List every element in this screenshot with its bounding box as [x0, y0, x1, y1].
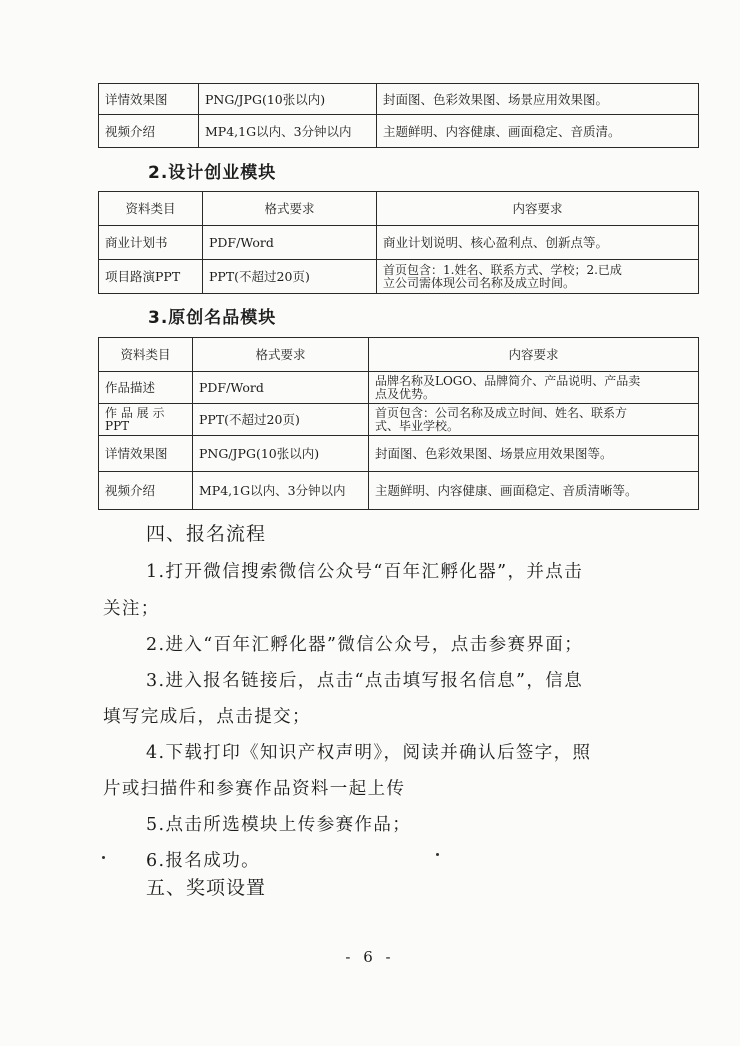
cell-category: 详情效果图 — [99, 436, 193, 472]
step2: 2.进入“百年汇孵化器”微信公众号，点击参赛界面； — [146, 635, 584, 655]
step3-line2: 填写完成后，点击提交； — [103, 707, 311, 727]
cell-content — [369, 372, 699, 404]
cell-category: 项目路演PPT — [99, 260, 203, 294]
table-header-row — [99, 192, 699, 226]
step3-line1: 3.进入报名链接后，点击“点击填写报名信息”，信息 — [146, 671, 584, 691]
registration-title: 四、报名流程 — [146, 523, 267, 545]
table-continued — [98, 83, 699, 148]
table-row — [99, 115, 699, 148]
cell-format: PDF/Word — [193, 372, 369, 404]
header-format: 格式要求 — [203, 192, 377, 226]
step6: 6.报名成功。 — [146, 851, 260, 871]
cell-category-line: PPT — [105, 418, 130, 433]
cell-content: 商业计划说明、核心盈利点、创新点等。 — [377, 226, 699, 260]
cell-content: 主题鲜明、内容健康、画面稳定、音质清。 — [377, 115, 699, 148]
cell-format: PPT(不超过20页) — [203, 260, 377, 294]
header-category: 资料类目 — [99, 192, 203, 226]
cell-content: 封面图、色彩效果图、场景应用效果图。 — [377, 84, 699, 115]
cell-category-line: 作 品 展 示 — [105, 406, 165, 420]
cell-category: 作品描述 — [99, 372, 193, 404]
header-content: 内容要求 — [369, 338, 699, 372]
step1-line2: 关注； — [103, 599, 160, 619]
cell-content — [369, 404, 699, 436]
header-content: 内容要求 — [377, 192, 699, 226]
table-row — [99, 84, 699, 115]
cell-content — [377, 260, 699, 294]
cell-category: 视频介绍 — [99, 472, 193, 510]
table-header-row — [99, 338, 699, 372]
cell-format: MP4,1G以内、3分钟以内 — [193, 472, 369, 510]
cell-format: PNG/JPG(10张以内) — [193, 436, 369, 472]
table-section3 — [98, 337, 699, 510]
table-row — [99, 404, 699, 436]
section3-heading: 3.原创名品模块 — [148, 308, 277, 328]
table-row — [99, 472, 699, 510]
page-number: - 6 - — [345, 948, 395, 966]
cell-format: PPT(不超过20页) — [193, 404, 369, 436]
awards-title: 五、奖项设置 — [146, 877, 267, 899]
step5: 5.点击所选模块上传参赛作品； — [146, 815, 412, 835]
cell-format: MP4,1G以内、3分钟以内 — [199, 115, 377, 148]
cell-format: PDF/Word — [203, 226, 377, 260]
cell-category: 商业计划书 — [99, 226, 203, 260]
table-section2 — [98, 191, 699, 294]
header-category: 资料类目 — [99, 338, 193, 372]
cell-category: 详情效果图 — [99, 84, 199, 115]
header-format: 格式要求 — [193, 338, 369, 372]
table-row — [99, 372, 699, 404]
cell-content-line: 品牌名称及LOGO、品牌简介、产品说明、产品卖 — [375, 374, 641, 388]
table-row — [99, 226, 699, 260]
cell-content-line: 首页包含：公司名称及成立时间、姓名、联系方 — [375, 406, 628, 420]
cell-content: 封面图、色彩效果图、场景应用效果图等。 — [369, 436, 699, 472]
cell-format: PNG/JPG(10张以内) — [199, 84, 377, 115]
cell-content: 主题鲜明、内容健康、画面稳定、音质清晰等。 — [369, 472, 699, 510]
step4-line1: 4.下载打印《知识产权声明》，阅读并确认后签字，照 — [146, 743, 592, 763]
scan-speck — [102, 856, 105, 859]
cell-category — [99, 404, 193, 436]
step4-line2: 片或扫描件和参赛作品资料一起上传 — [103, 779, 406, 799]
table-row — [99, 260, 699, 294]
scan-speck — [436, 853, 439, 856]
cell-content-line: 首页包含：1.姓名、联系方式、学校；2.已成 — [383, 263, 622, 277]
cell-content-line: 立公司需体现公司名称及成立时间。 — [383, 275, 576, 290]
cell-category: 视频介绍 — [99, 115, 199, 148]
cell-content-line: 点及优势。 — [375, 386, 436, 401]
cell-content-line: 式、毕业学校。 — [375, 418, 460, 433]
table-row — [99, 436, 699, 472]
section2-heading: 2.设计创业模块 — [148, 163, 277, 183]
step1-line1: 1.打开微信搜索微信公众号“百年汇孵化器”，并点击 — [146, 562, 584, 582]
